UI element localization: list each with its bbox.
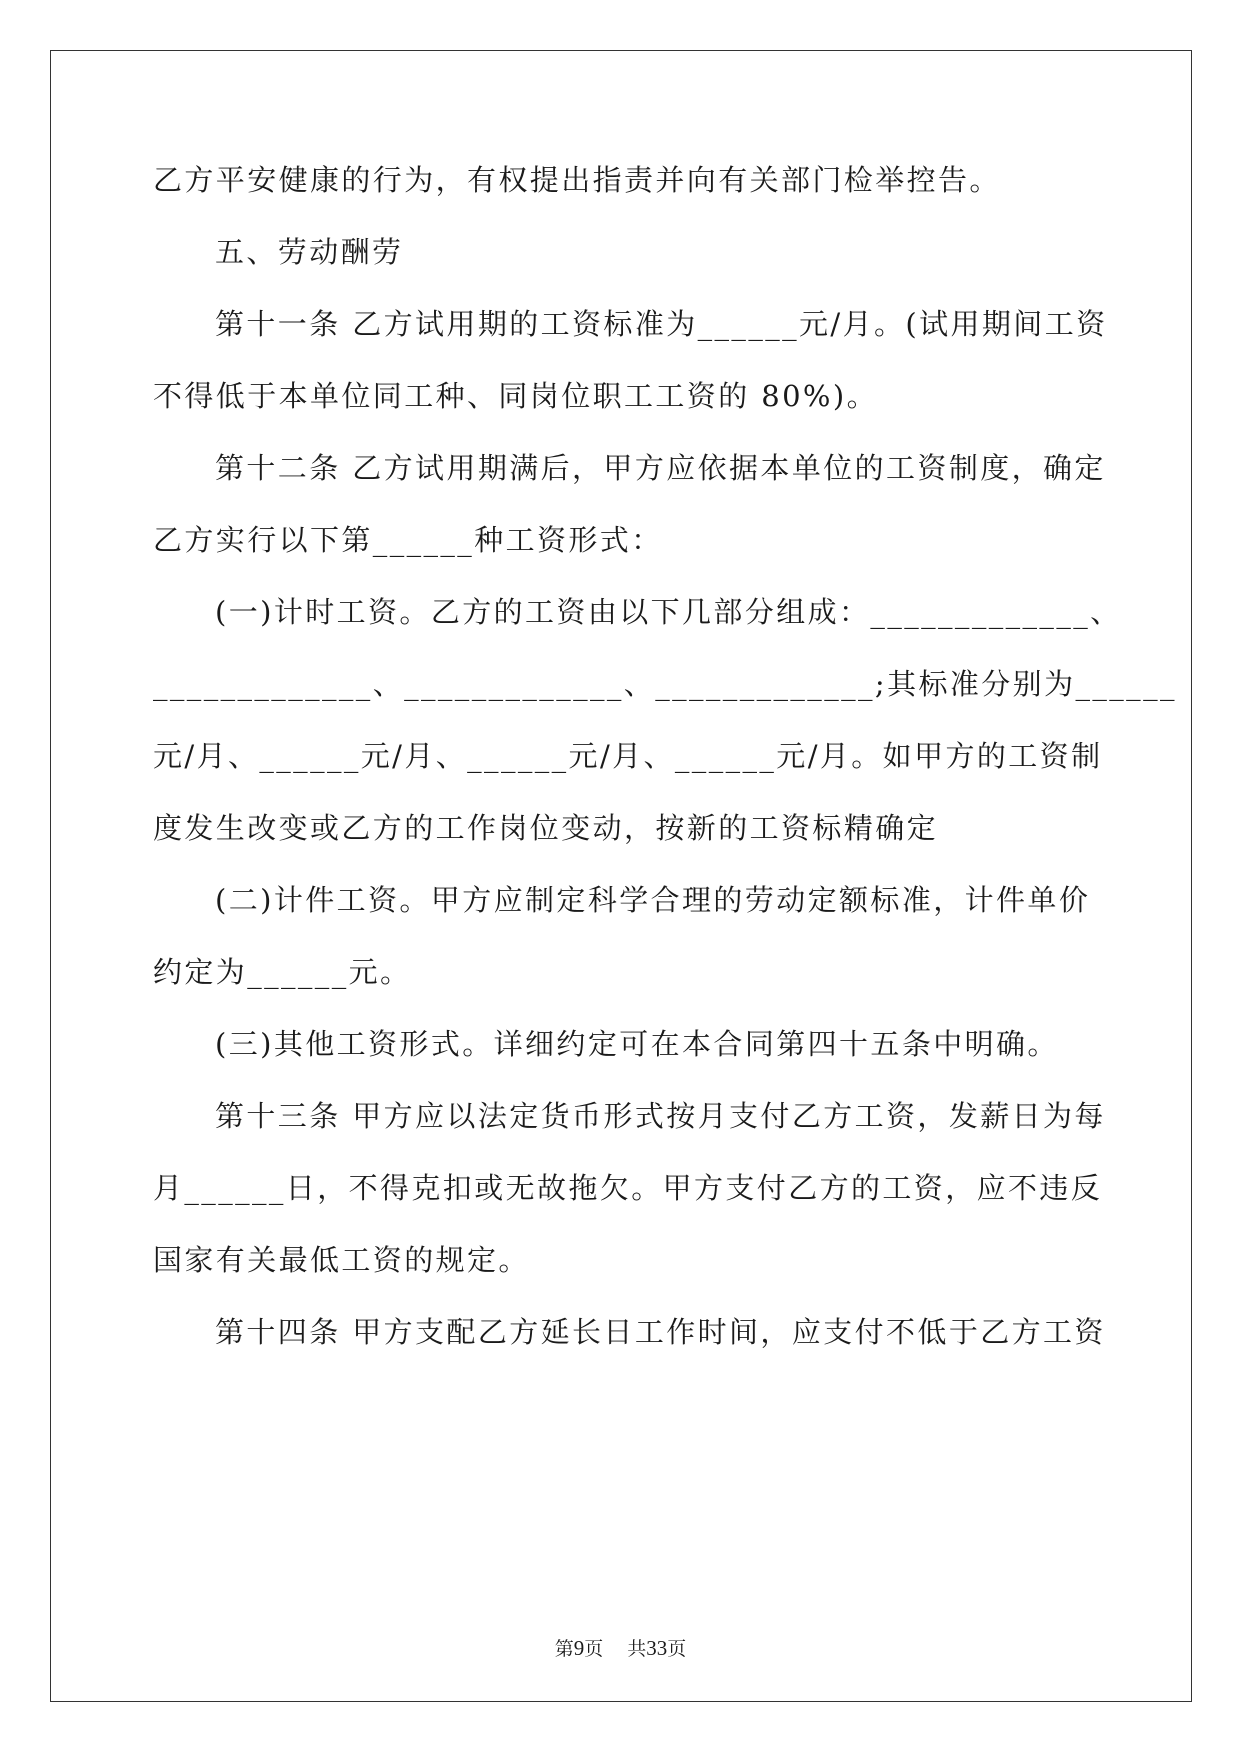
- clause-1-line-3: 元/月、______元/月、______元/月、______元/月。如甲方的工资制: [153, 739, 1103, 773]
- body-line-1: 乙方平安健康的行为，有权提出指责并向有关部门检举控告。: [153, 163, 1001, 197]
- page-suffix: 页: [584, 1639, 604, 1660]
- article-12-line-2: 乙方实行以下第______种工资形式：: [153, 523, 663, 557]
- article-11-line-2: 不得低于本单位同工种、同岗位职工工资的 80%)。: [153, 379, 878, 413]
- page-footer: [0, 1636, 1241, 1662]
- section-heading: 五、劳动酬劳: [215, 235, 404, 269]
- page-prefix: 第: [554, 1639, 574, 1660]
- article-11-line-1: 第十一条 乙方试用期的工资标准为______元/月。(试用期间工资: [215, 307, 1108, 341]
- clause-1-line-4: 度发生改变或乙方的工作岗位变动，按新的工资标精确定: [153, 811, 939, 845]
- page-border: [50, 50, 1192, 1702]
- page-number: 9: [573, 1636, 585, 1660]
- clause-2-line-2: 约定为______元。: [153, 955, 412, 989]
- article-12-line-1: 第十二条 乙方试用期满后，甲方应依据本单位的工资制度，确定: [215, 451, 1106, 485]
- clause-1-line-1: (一)计时工资。乙方的工资由以下几部分组成：_____________、: [215, 595, 1122, 629]
- clause-3-line-1: (三)其他工资形式。详细约定可在本合同第四十五条中明确。: [215, 1027, 1059, 1061]
- article-13-line-3: 国家有关最低工资的规定。: [153, 1243, 530, 1277]
- article-13-line-2: 月______日，不得克扣或无故拖欠。甲方支付乙方的工资，应不违反: [153, 1171, 1103, 1205]
- clause-2-line-1: (二)计件工资。甲方应制定科学合理的劳动定额标准，计件单价: [215, 883, 1091, 917]
- total-pages: 33: [646, 1636, 668, 1660]
- article-14-line-1: 第十四条 甲方支配乙方延长日工作时间，应支付不低于乙方工资: [215, 1315, 1106, 1349]
- total-prefix: 共: [627, 1639, 647, 1660]
- article-13-line-1: 第十三条 甲方应以法定货币形式按月支付乙方工资，发薪日为每: [215, 1099, 1106, 1133]
- total-suffix: 页: [667, 1639, 687, 1660]
- clause-1-line-2: _____________、_____________、_____________;其标准分别为______: [153, 667, 1177, 701]
